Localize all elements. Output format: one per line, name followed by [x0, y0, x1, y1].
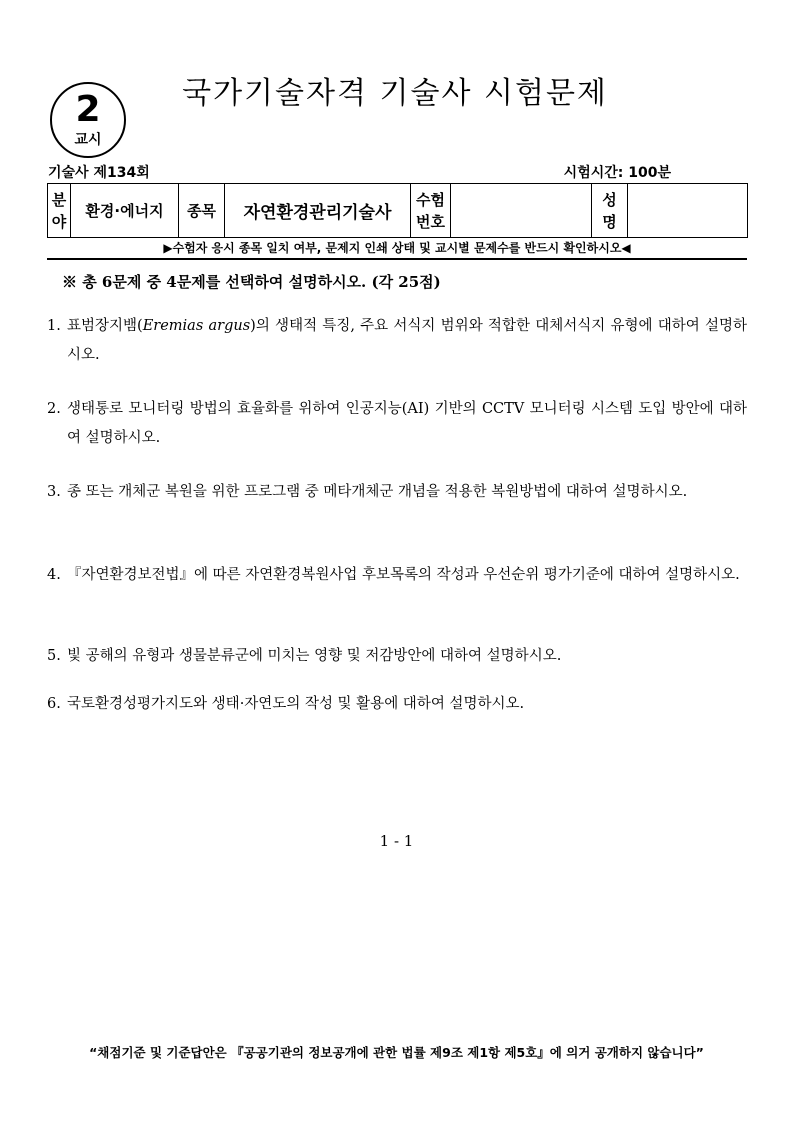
field-label-cell: [48, 184, 71, 238]
exam-number-label-top: 수험: [416, 190, 445, 209]
field-label-bottom: 야: [51, 212, 67, 231]
question-number: 6.: [47, 696, 61, 712]
exam-number-label-cell: [411, 184, 451, 238]
period-label: 교시: [74, 132, 102, 148]
name-label-top: 성: [602, 190, 617, 209]
question-3: [47, 478, 747, 507]
question-text: 빛 공해의 유형과 생물분류군에 미치는 영향 및 저감방안에 대하여 설명하시오.: [67, 648, 562, 664]
question-1: [47, 312, 747, 370]
question-number: 2.: [47, 401, 61, 417]
species-name: Eremias argus: [142, 318, 251, 334]
category-label: 종목: [179, 184, 225, 238]
exam-number-field[interactable]: [451, 184, 592, 238]
page-title: 국가기술자격 기술사 시험문제: [182, 76, 608, 111]
category-value: 자연환경관리기술사: [225, 184, 411, 238]
question-number: 4.: [47, 567, 61, 583]
name-label-bottom: 명: [602, 212, 617, 231]
question-text: 『자연환경보전법』에 따른 자연환경복원사업 후보목록의 작성과 우선순위 평가기준에 대하여 설명하시오.: [67, 567, 740, 583]
question-6: [47, 690, 747, 719]
question-text: [47, 312, 747, 370]
disclosure-footer: “채점기준 및 기준답안은 『공공기관의 정보공개에 관한 법률 제9조 제1항 제5호』에 의거 공개하지 않습니다”: [89, 1045, 704, 1060]
question-number: 1.: [47, 318, 61, 334]
exam-number-label-bottom: 번호: [416, 212, 445, 231]
question-text-pre: 표범장지뱀(: [67, 318, 143, 334]
question-4: [47, 561, 747, 590]
question-number: 5.: [47, 648, 61, 664]
exam-time: 시험시간: 100분: [563, 165, 671, 181]
candidate-info-table: [47, 183, 748, 238]
name-label-cell: [592, 184, 628, 238]
question-text: 종 또는 개체군 복원을 위한 프로그램 중 메타개체군 개념을 적용한 복원방법에 대하여 설명하시오.: [67, 484, 688, 500]
question-2: [47, 395, 747, 453]
notice-line: ▶수험자 응시 종목 일치 여부, 문제지 인쇄 상태 및 교시별 문제수를 반드시 확인하시오◀: [163, 241, 631, 255]
period-badge: [50, 82, 126, 158]
question-text: 생태통로 모니터링 방법의 효율화를 위하여 인공지능(AI) 기반의 CCTV 모니터링 시스템 도입 방안에 대하여 설명하시오.: [67, 401, 747, 446]
period-number: 2: [75, 89, 101, 130]
question-text: 국토환경성평가지도와 생태·자연도의 작성 및 활용에 대하여 설명하시오.: [67, 696, 525, 712]
question-5: [47, 642, 747, 671]
name-field[interactable]: [628, 184, 748, 238]
field-label-top: 분: [51, 190, 67, 209]
instruction: ※ 총 6문제 중 4문제를 선택하여 설명하시오. (각 25점): [62, 273, 441, 291]
question-number: 3.: [47, 484, 61, 500]
question-text-post: )의 생태적 특징, 주요 서식지 범위와 적합한 대체서식지 유형에 대하여 설명하시오.: [67, 318, 747, 363]
exam-session: 기술사 제134회: [48, 165, 150, 181]
page-number: 1 - 1: [379, 832, 414, 850]
divider: [47, 258, 747, 260]
field-value: 환경·에너지: [71, 184, 179, 238]
